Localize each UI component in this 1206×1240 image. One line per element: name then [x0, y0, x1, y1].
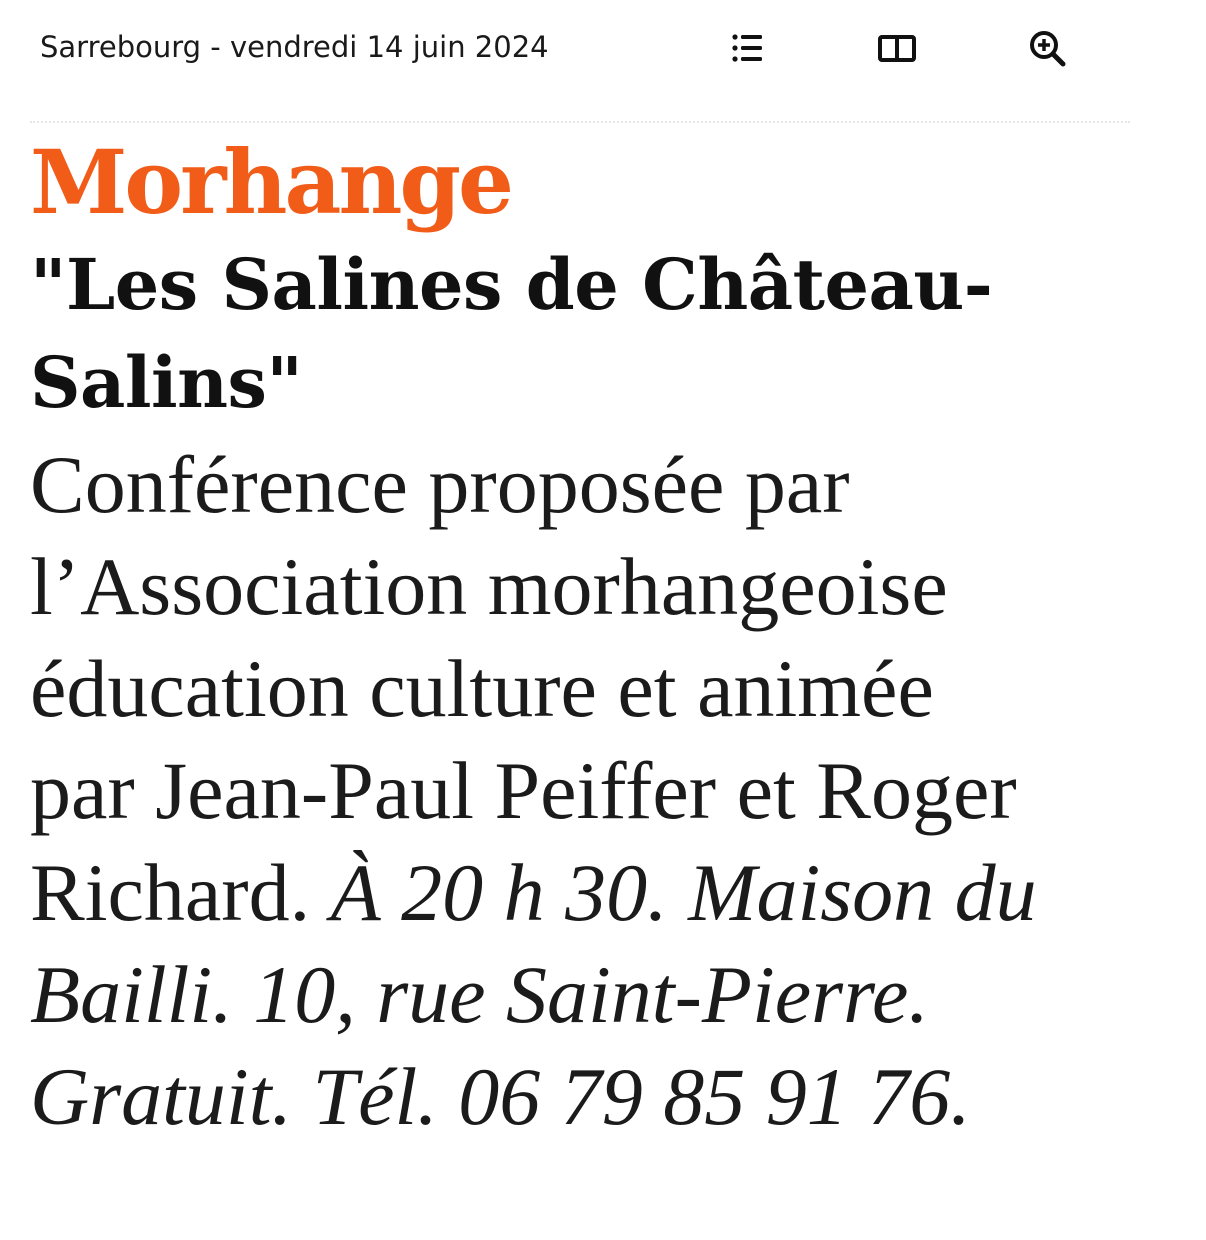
headline-line: "Les Salines de Château-: [30, 243, 993, 326]
event-info-line: Bailli. 10, rue Saint-Pierre.: [30, 949, 929, 1040]
table-of-contents-button[interactable]: [726, 26, 770, 70]
top-bar: [0, 0, 1206, 105]
body-line: éducation culture et animée: [30, 643, 934, 734]
edition-date: Sarrebourg - vendredi 14 juin 2024: [40, 30, 549, 64]
article-headline: [30, 236, 1180, 432]
body-line: l’Association morhangeoise: [30, 541, 948, 632]
headline-line: Salins": [30, 341, 303, 424]
body-text: Richard.: [30, 847, 311, 938]
page-view-button[interactable]: [875, 26, 919, 70]
zoom-button[interactable]: [1025, 26, 1069, 70]
list-icon: [730, 30, 766, 66]
body-line: [30, 842, 1180, 944]
article-body: [30, 434, 1180, 1148]
article-kicker: Morhange: [30, 130, 511, 234]
body-line: Conférence proposée par: [30, 439, 850, 530]
book-icon: [877, 30, 917, 66]
zoom-in-icon: [1027, 28, 1067, 68]
event-info-line: Gratuit. Tél. 06 79 85 91 76.: [30, 1051, 971, 1142]
article-clipping: [30, 128, 1180, 1148]
body-line: par Jean-Paul Peiffer et Roger: [30, 745, 1017, 836]
event-info: À 20 h 30. Maison du: [330, 847, 1037, 938]
separator: [30, 121, 1130, 123]
